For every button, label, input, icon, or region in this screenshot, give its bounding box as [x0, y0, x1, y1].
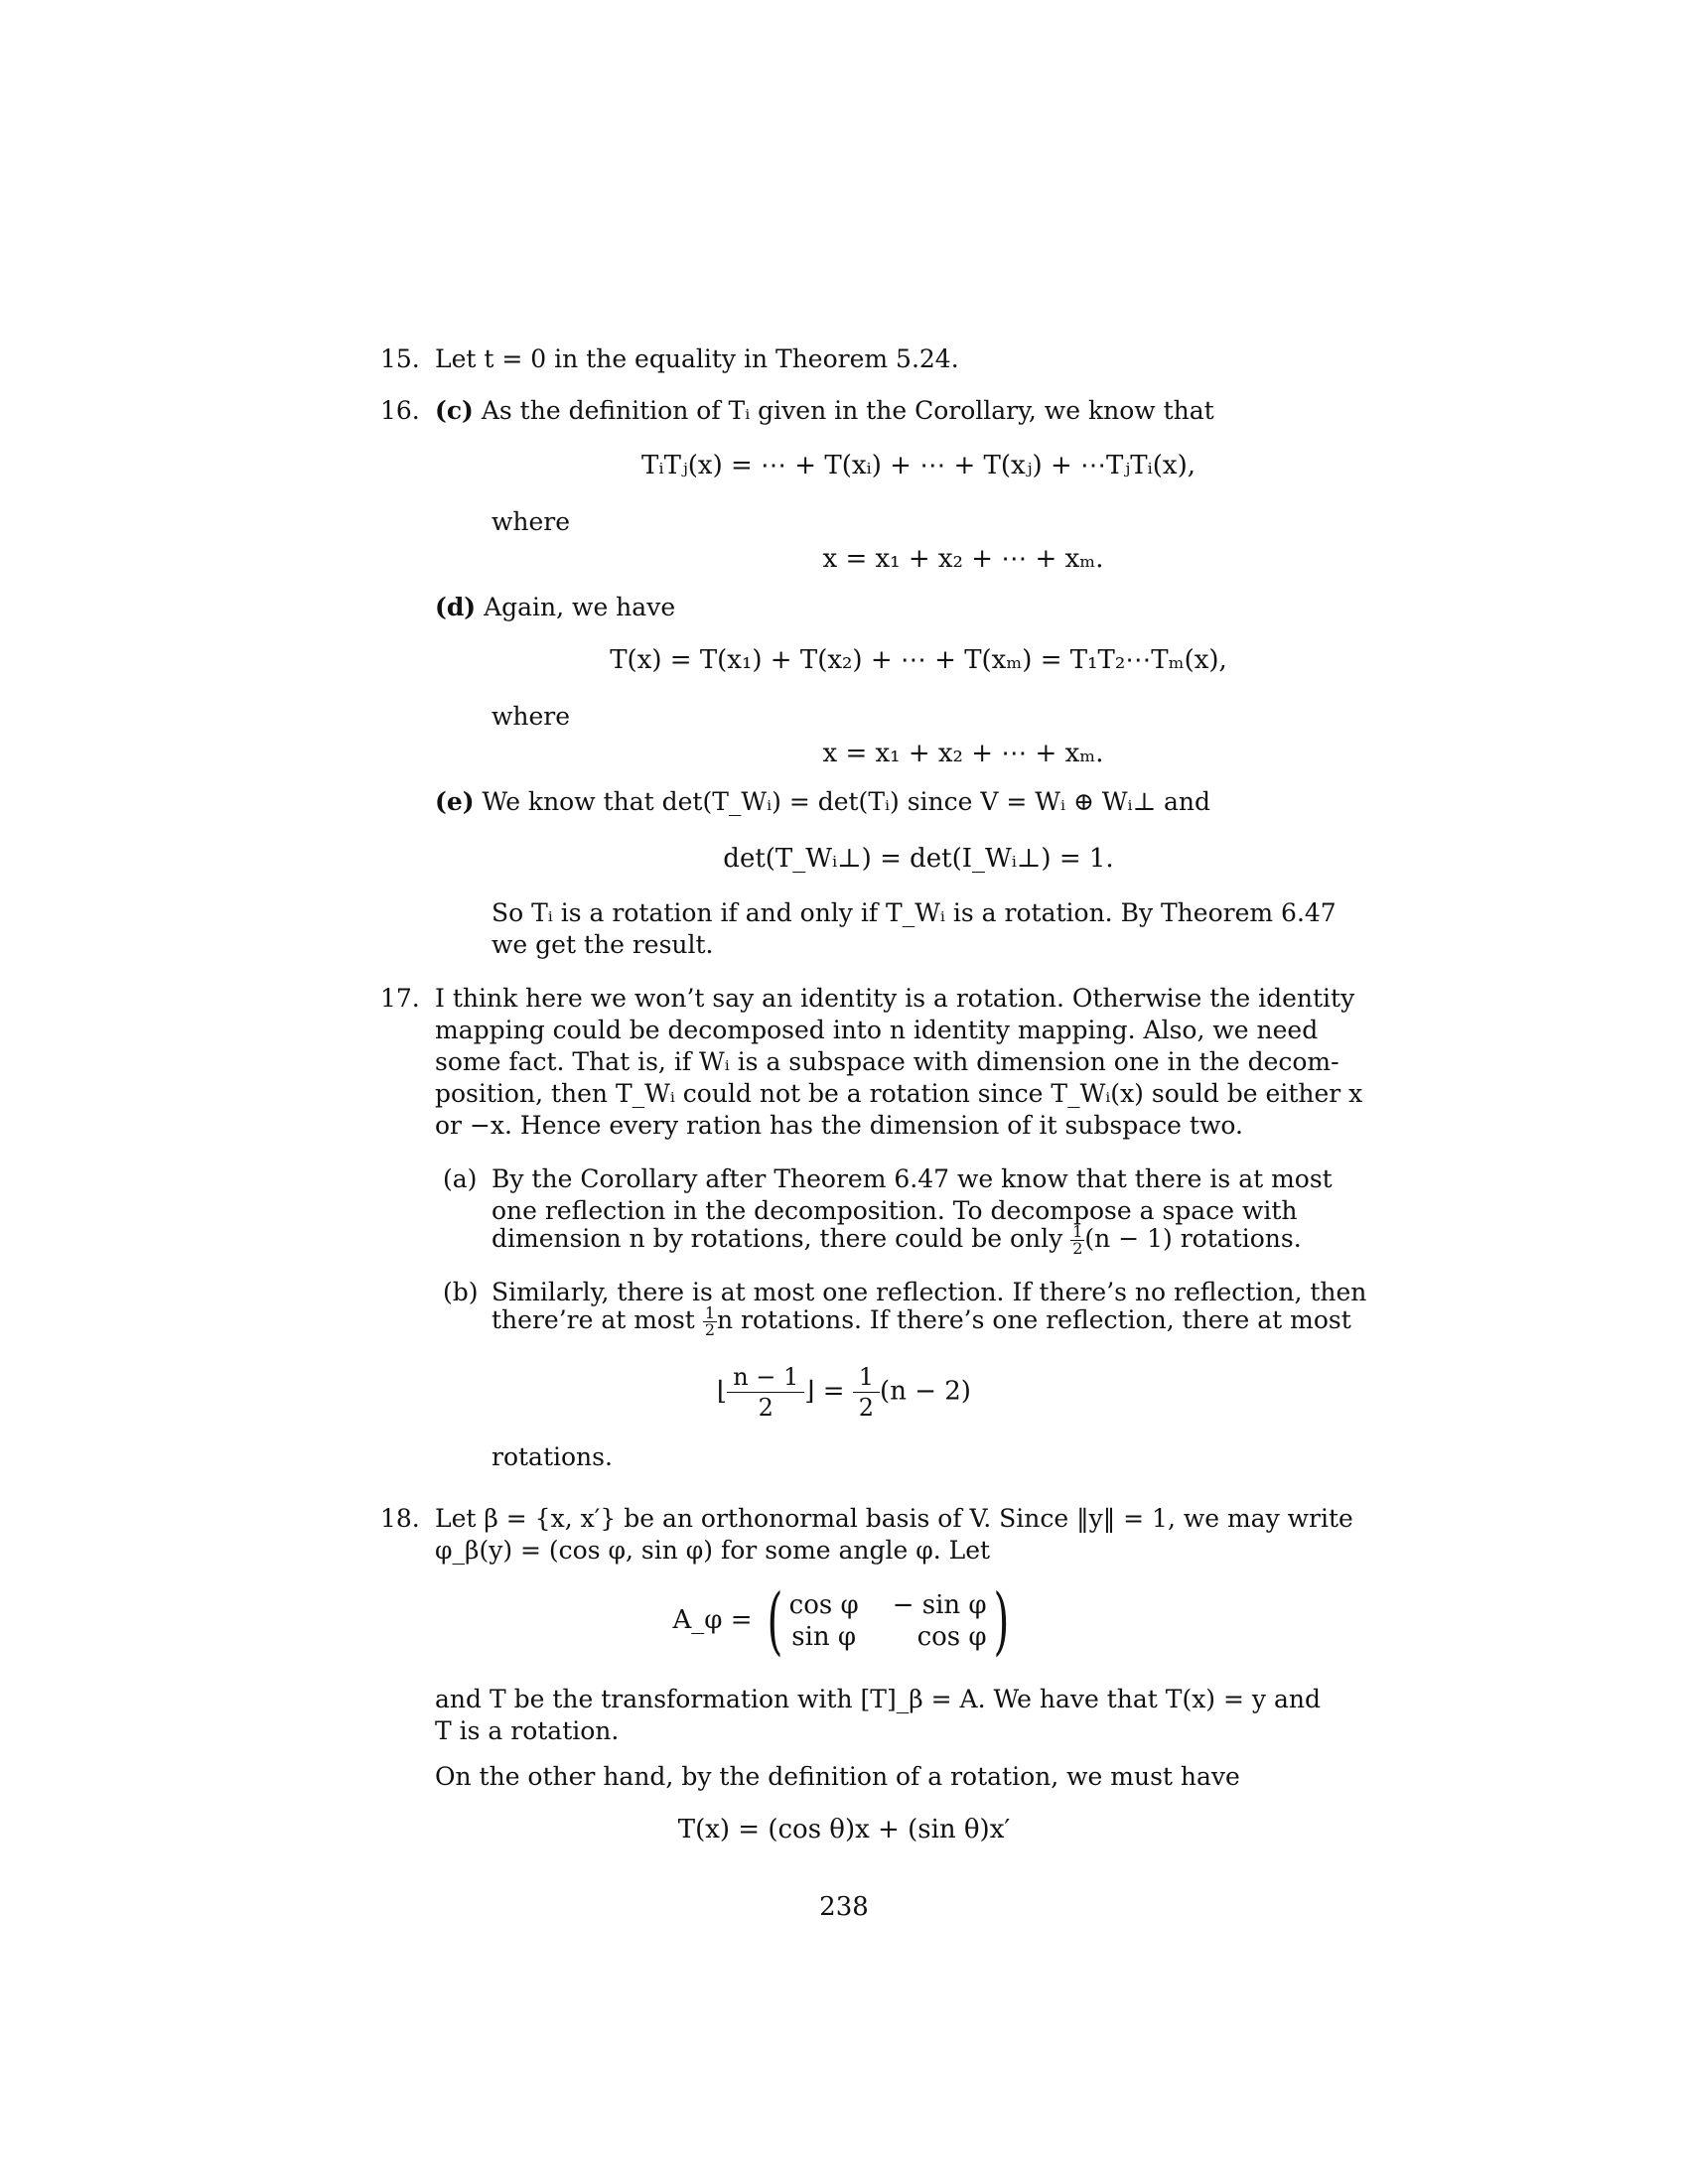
fraction-half-a — [1070, 1224, 1084, 1257]
matrix-grid — [789, 1589, 987, 1653]
fraction-den: 2 — [1072, 1239, 1083, 1258]
item-17-line-3: some fact. That is, if Wᵢ is a subspace with dimension one in the decom- — [435, 1047, 1339, 1076]
fraction-den: 2 — [858, 1394, 875, 1422]
paren-left: ( — [767, 1578, 783, 1664]
sub-b-line-2-post: n rotations. If there’s one reflection, there at most — [717, 1305, 1351, 1334]
part-d-label: (d) — [435, 593, 477, 621]
fraction-num: n − 1 — [727, 1362, 804, 1393]
matrix-label: A_φ = — [672, 1605, 753, 1635]
e-line-1: So Tᵢ is a rotation if and only if T_Wᵢ is a rotation. By Theorem 6.47 — [492, 898, 1336, 927]
equation-e: det(T_Wᵢ⊥) = det(I_Wᵢ⊥) = 1. — [723, 844, 1114, 874]
sub-b-end: rotations. — [492, 1442, 613, 1471]
part-e-label: (e) — [435, 787, 475, 816]
e-line-2: we get the result. — [492, 930, 714, 959]
item-17-line-5: or −x. Hence every ration has the dimension of it subspace two. — [435, 1111, 1243, 1140]
fraction-one-half — [853, 1362, 880, 1423]
where-d: where — [492, 702, 571, 731]
item-number-16: 16. — [380, 396, 420, 425]
item-17-line-2: mapping could be decomposed into n identity mapping. Also, we need — [435, 1016, 1319, 1044]
part-d-text: Again, we have — [484, 593, 676, 621]
matrix-cell: cos φ — [788, 1590, 859, 1620]
part-e-text: We know that det(T_Wᵢ) = det(Tᵢ) since V = Wᵢ ⊕ Wᵢ⊥ and — [482, 787, 1211, 816]
item-number-15: 15. — [380, 344, 420, 373]
equation-d1: T(x) = T(x₁) + T(x₂) + ⋯ + T(xₘ) = T₁T₂⋯Tₘ(x), — [610, 645, 1227, 675]
item-18-line-4: T is a rotation. — [435, 1716, 620, 1745]
item-17-line-1: I think here we won’t say an identity is a rotation. Otherwise the identity — [435, 984, 1355, 1013]
floor-close: ⌋ = — [804, 1376, 845, 1407]
item-18-line-2: φ_β(y) = (cos φ, sin φ) for some angle φ. Let — [435, 1536, 991, 1565]
paren-right: ) — [993, 1578, 1010, 1664]
equation-floor — [0, 1362, 1688, 1423]
sub-b-line-2-pre: there’re at most — [492, 1305, 695, 1334]
item-16d — [435, 592, 675, 623]
sub-a-label: (a) — [443, 1164, 478, 1193]
equation-d2: x = x₁ + x₂ + ⋯ + xₘ. — [822, 739, 1104, 768]
matrix-cell: cos φ — [916, 1622, 987, 1652]
item-16e — [435, 786, 1210, 818]
sub-a-line-3-post: (n − 1) rotations. — [1084, 1224, 1302, 1253]
sub-b-line-2 — [492, 1304, 1351, 1338]
sub-b-label: (b) — [443, 1278, 479, 1306]
matrix-cell: sin φ — [791, 1622, 857, 1652]
matrix-equation — [0, 1578, 1688, 1664]
part-c-label: (c) — [435, 396, 474, 425]
equation-c2: x = x₁ + x₂ + ⋯ + xₘ. — [822, 544, 1104, 574]
item-number-18: 18. — [380, 1504, 420, 1533]
matrix-cell: − sin φ — [892, 1590, 987, 1620]
fraction-den: 2 — [704, 1320, 715, 1339]
item-18-line-5: On the other hand, by the definition of a rotation, we must have — [435, 1762, 1240, 1791]
fraction-half-b — [703, 1305, 717, 1338]
floor-open: ⌊ — [717, 1376, 728, 1407]
fraction-num: 1 — [704, 1303, 715, 1322]
item-18-line-3: and T be the transformation with [T]_β = A. We have that T(x) = y and — [435, 1685, 1321, 1713]
part-c-text: As the definition of Tᵢ given in the Corollary, we know that — [481, 396, 1214, 425]
fraction-num: 1 — [1072, 1222, 1083, 1241]
fraction-den: 2 — [758, 1394, 774, 1422]
item-16c — [435, 395, 1214, 427]
sub-a-line-2: one reflection in the decomposition. To decompose a space with — [492, 1196, 1298, 1225]
item-number-17: 17. — [380, 984, 420, 1013]
fraction-num: 1 — [853, 1362, 880, 1393]
item-17-line-4: position, then T_Wᵢ could not be a rotation since T_Wᵢ(x) sould be either x — [435, 1079, 1363, 1108]
where-c: where — [492, 507, 571, 536]
equation-right: (n − 2) — [880, 1376, 971, 1407]
equation-final: T(x) = (cos θ)x + (sin θ)x′ — [677, 1815, 1011, 1844]
equation-c1: TᵢTⱼ(x) = ⋯ + T(xᵢ) + ⋯ + T(xⱼ) + ⋯TⱼTᵢ(x), — [641, 451, 1196, 480]
item-18-line-1: Let β = {x, x′} be an orthonormal basis of V. Since ‖y‖ = 1, we may write — [435, 1504, 1353, 1533]
page-number: 238 — [819, 1892, 869, 1922]
sub-a-line-3-pre: dimension n by rotations, there could be only — [492, 1224, 1063, 1253]
sub-a-line-1: By the Corollary after Theorem 6.47 we know that there is at most — [492, 1164, 1333, 1193]
sub-a-line-3 — [492, 1223, 1302, 1257]
fraction-n-minus-1 — [727, 1362, 804, 1423]
sub-b-line-1: Similarly, there is at most one reflection. If there’s no reflection, then — [492, 1278, 1367, 1306]
item-15-text: Let t = 0 in the equality in Theorem 5.24. — [435, 344, 959, 373]
